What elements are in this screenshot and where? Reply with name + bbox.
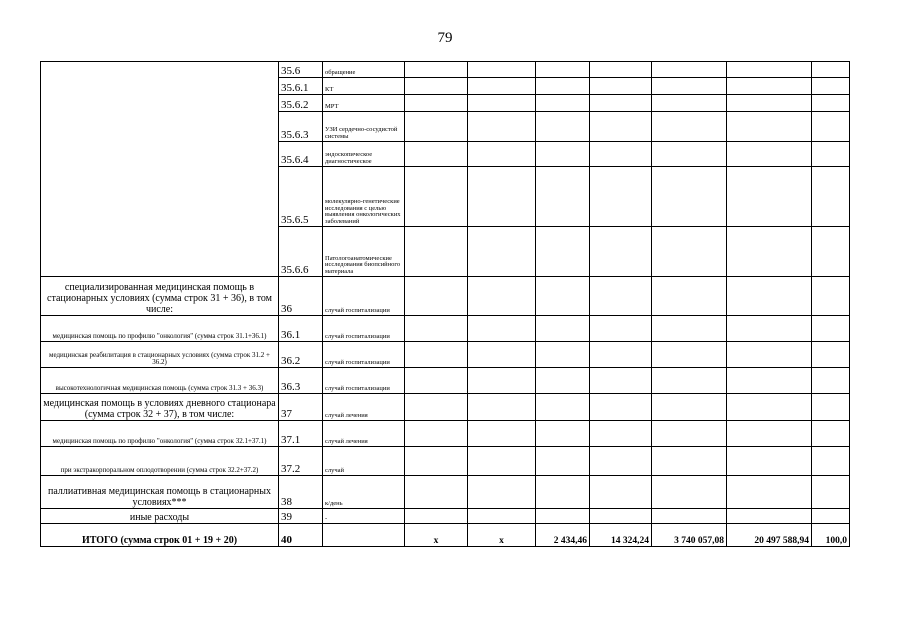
row-name: паллиативная медицинская помощь в стационарных условиях*** xyxy=(41,476,279,509)
row-unit: случай лечения xyxy=(323,421,405,447)
row-unit: МРТ xyxy=(323,95,405,112)
row-name: медицинская реабилитация в стационарных условиях (сумма строк 31.2 + 36.2) xyxy=(41,342,279,368)
row-name: специализированная медицинская помощь в стационарных условиях (сумма строк 31 + 36), в том числе: xyxy=(41,277,279,316)
row-name: высокотехнологичная медицинская помощь (сумма строк 31.3 + 36.3) xyxy=(41,368,279,394)
table-row xyxy=(41,316,850,342)
total-name: ИТОГО (сумма строк 01 + 19 + 20) xyxy=(41,524,279,547)
row-unit: УЗИ сердечно-сосудистой системы xyxy=(323,112,405,142)
row-code: 36 xyxy=(279,277,323,316)
row-code: 35.6.6 xyxy=(279,227,323,277)
total-value-1: х xyxy=(405,524,468,547)
row-name: медицинская помощь по профилю "онкология" (сумма строк 31.1+36.1) xyxy=(41,316,279,342)
row-code: 36.2 xyxy=(279,342,323,368)
row-code: 37.2 xyxy=(279,447,323,476)
row-unit: - xyxy=(323,509,405,524)
row-code: 36.1 xyxy=(279,316,323,342)
row-name: медицинская помощь по профилю "онкология" (сумма строк 32.1+37.1) xyxy=(41,421,279,447)
row-unit: КТ xyxy=(323,78,405,95)
row-code: 35.6.4 xyxy=(279,142,323,167)
total-value-2: х xyxy=(468,524,536,547)
row-code: 35.6.2 xyxy=(279,95,323,112)
row-code: 35.6 xyxy=(279,62,323,78)
row-name: иные расходы xyxy=(41,509,279,524)
row-unit: случай xyxy=(323,447,405,476)
row-unit: случай госпитализации xyxy=(323,316,405,342)
row-unit: Патологоанатомические исследования биопсийного материала xyxy=(323,227,405,277)
row-code: 38 xyxy=(279,476,323,509)
table-row xyxy=(41,62,850,78)
table-row xyxy=(41,368,850,394)
row-name: медицинская помощь в условиях дневного стационара (сумма строк 32 + 37), в том числе: xyxy=(41,394,279,421)
table-row xyxy=(41,509,850,524)
row-code: 35.6.5 xyxy=(279,167,323,227)
page-number: 79 xyxy=(437,30,453,46)
row-code: 37.1 xyxy=(279,421,323,447)
row-unit: эндоскопическое диагностическое xyxy=(323,142,405,167)
table-row xyxy=(41,447,850,476)
row-code: 37 xyxy=(279,394,323,421)
total-code: 40 xyxy=(279,524,323,547)
row-code: 36.3 xyxy=(279,368,323,394)
total-row xyxy=(41,524,850,547)
total-value-3: 2 434,46 xyxy=(536,524,590,547)
table-row xyxy=(41,277,850,316)
row-unit: случай госпитализации xyxy=(323,277,405,316)
table-row xyxy=(41,476,850,509)
total-value-5: 3 740 057,08 xyxy=(652,524,727,547)
total-value-4: 14 324,24 xyxy=(590,524,652,547)
total-value-6: 20 497 588,94 xyxy=(727,524,812,547)
row-unit: молекулярно-генетические исследования с целью выявления онкологических заболеваний xyxy=(323,167,405,227)
row-name-cell xyxy=(41,62,279,277)
row-name: при экстракорпоральном оплодотворении (сумма строк 32.2+37.2) xyxy=(41,447,279,476)
row-unit: случай госпитализации xyxy=(323,342,405,368)
total-unit xyxy=(323,524,405,547)
row-code: 39 xyxy=(279,509,323,524)
row-unit: случай госпитализации xyxy=(323,368,405,394)
row-code: 35.6.3 xyxy=(279,112,323,142)
row-unit: случай лечения xyxy=(323,394,405,421)
total-value-7: 100,0 xyxy=(812,524,850,547)
table-row xyxy=(41,421,850,447)
row-unit: обращение xyxy=(323,62,405,78)
row-unit: к/день xyxy=(323,476,405,509)
financial-table xyxy=(40,61,850,547)
table-row xyxy=(41,394,850,421)
table-row xyxy=(41,342,850,368)
row-code: 35.6.1 xyxy=(279,78,323,95)
